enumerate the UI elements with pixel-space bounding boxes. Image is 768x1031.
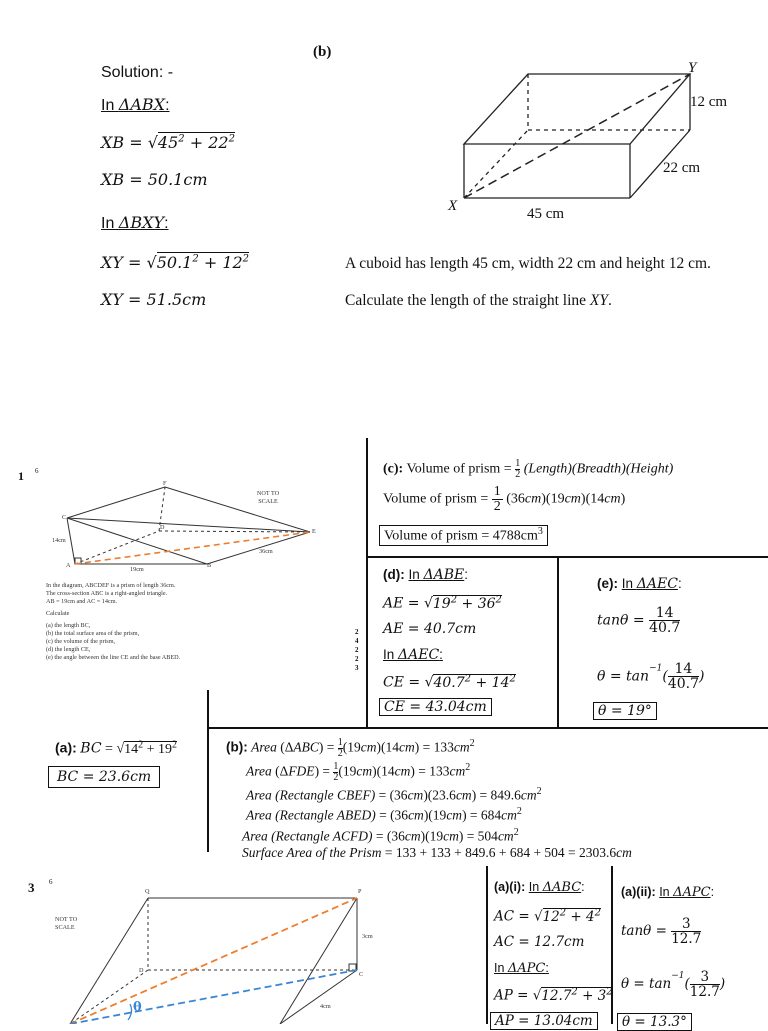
question-b-line2: Calculate the length of the straight line XY. [345, 292, 612, 309]
prism-length-label: 36cm [259, 548, 273, 555]
b-line: Surface Area of the Prism = 133 + 133 + 849.6 + 684 + 504 = 2303.6cm [242, 845, 632, 861]
b-line: Area (Rectangle ACFD) = $(36cm)(19cm) = 504cm^2$ [242, 826, 519, 844]
cuboid-figure-q3 [60, 890, 380, 1024]
part-b-label: (b) [313, 44, 332, 60]
a-bc-result: BC = 23.6cm [48, 766, 160, 788]
q1-text-line: (d) the length CE, [46, 646, 91, 653]
divider [486, 866, 488, 1024]
mark: 4 [355, 637, 359, 645]
theta-label: θ [133, 1000, 142, 1015]
aii-theta-result: θ = 13.3° [617, 1013, 692, 1031]
ai-heading: (a)(i): In ΔABC: [494, 880, 585, 895]
c-volume-formula: (c): Volume of prism = $\frac{1}{2}$ (Length)(Breadth)(Height) [383, 458, 674, 480]
aii-tan-formula: tanθ = $\frac{3}{12.7}$ [621, 916, 702, 947]
divider [366, 438, 368, 728]
q1-text-line: (c) the volume of the prism, [46, 638, 116, 645]
ai-apc-heading: In ΔAPC: [494, 961, 549, 976]
ai-ac-result: AC = 12.7cm [494, 934, 585, 950]
divider [207, 727, 768, 729]
vertex-y: Y [688, 60, 697, 76]
width-label: 22 cm [663, 160, 701, 176]
q3-height-label: 3cm [362, 933, 373, 940]
xb-result: XB = 50.1cm [101, 170, 208, 189]
e-heading: (e): In ΔAEC: [597, 576, 682, 592]
mark: 2 [355, 655, 359, 663]
b-line: Area (Rectangle ABED) = $(36cm)(19cm) = 684cm^2$ [246, 806, 522, 823]
vertex-e: E [312, 528, 316, 535]
height-label: 12 cm [690, 94, 728, 110]
not-to-scale-note: NOT TO SCALE [256, 490, 280, 505]
d-aec-heading: In ΔAEC: [383, 647, 443, 663]
q1-text-line: (e) the angle between the line CE and the base ABED. [46, 654, 181, 661]
marks-column [355, 628, 359, 673]
q3-width-label: 4cm [320, 1003, 331, 1010]
question-b-line1: A cuboid has length 45 cm, width 22 cm and height 12 cm. [345, 255, 711, 272]
vertex-c: C [62, 514, 67, 521]
vertex-x: X [448, 198, 458, 214]
prism-height-label: 14cm [52, 537, 66, 544]
mark: 2 [355, 628, 359, 636]
aii-heading: (a)(ii): In ΔAPC: [621, 885, 715, 900]
vertex-d-q3: D [139, 967, 144, 974]
vertex-q: Q [145, 888, 150, 895]
vertex-d: D [160, 524, 165, 531]
triangle-bxy-heading: In ΔBXY: [101, 213, 169, 232]
triangle-abx-heading: In ΔABX: [101, 95, 170, 114]
vertex-f: F [163, 480, 167, 487]
c-volume-result: Volume of prism = $4788cm^3$ [379, 525, 548, 546]
a-bc-formula: (a): BC = $√14^2 + 19^2$ [55, 739, 178, 757]
q1-text-line: (a) the length BC, [46, 622, 91, 629]
prism-figure [55, 478, 325, 578]
c-volume-substitution: Volume of prism = $\frac{1}{2}$ (36cm)(19cm)(14cm) [383, 484, 626, 514]
question-number-3: 3 [28, 880, 35, 895]
b-surface-area [226, 735, 632, 861]
vertex-b: B [207, 562, 212, 569]
divider [207, 690, 209, 852]
vertex-c-q3: C [359, 971, 364, 978]
aii-theta-formula: $\theta = \tan^{-1}$( $\frac{3}{12.7}$ ) [621, 969, 726, 1000]
star-3: 6 [49, 878, 53, 886]
e-theta-formula: $\theta = \tan^{-1}$( $\frac{14}{40.7}$ ) [597, 661, 705, 692]
q1-text-line: (b) the total surface area of the prism, [46, 630, 140, 637]
d-ce-formula: CE = $√40.7^2 + 14^2$ [383, 673, 516, 691]
not-to-scale-note-q3: NOT TO SCALE [55, 916, 78, 931]
cuboid-figure [440, 58, 740, 233]
solution-heading: Solution: - [101, 64, 174, 81]
ai-ap-result: AP = 13.04cm [490, 1012, 598, 1030]
b-line: (b): Area (ΔABC) = $\frac{1}{2}(19cm)(14cm) = 133cm^2$ [226, 736, 475, 759]
star-1: 6 [35, 467, 39, 475]
length-label: 45 cm [527, 206, 565, 222]
vertex-p: P [358, 888, 362, 895]
q1-text-line: AB = 19cm and AC = 14cm. [46, 598, 118, 605]
b-line: Area (ΔFDE) = $\frac{1}{2}(19cm)(14cm) = 133cm^2$ [246, 760, 471, 783]
xb-formula: XB = $√45^2 + 22^2$ [101, 133, 235, 152]
d-ce-result: CE = 43.04cm [379, 698, 492, 716]
vertex-a: A [66, 562, 71, 569]
q1-text-line: The cross-section ABC is a right-angled triangle. [46, 590, 168, 597]
question-number-1: 1 [18, 469, 24, 483]
ai-ap-formula: AP = $√12.7^2 + 3^2$ [494, 986, 613, 1004]
divider [557, 556, 559, 728]
mark: 3 [355, 664, 359, 672]
e-theta-result: θ = 19° [593, 702, 657, 720]
xy-result: XY = 51.5cm [101, 290, 207, 309]
prism-width-label: 19cm [130, 566, 144, 573]
b-line: Area (Rectangle CBEF) = $(36cm)(23.6cm) = 849.6cm^2$ [246, 785, 542, 803]
xy-formula: XY = $√50.1^2 + 12^2$ [101, 253, 250, 272]
e-tan-formula: tanθ = $\frac{14}{40.7}$ [597, 605, 681, 636]
ai-ac-formula: AC = $√12^2 + 4^2$ [494, 907, 601, 925]
q1-text-line: In the diagram, ABCDEF is a prism of length 36cm. [46, 582, 176, 589]
question-1-text [46, 582, 216, 662]
d-ae-formula: AE = $√19^2 + 36^2$ [383, 594, 502, 612]
d-ae-result: AE = 40.7cm [383, 621, 477, 637]
d-heading: (d): In ΔABE: [383, 567, 469, 583]
q1-text-line: Calculate [46, 610, 70, 617]
divider [366, 556, 768, 558]
mark: 2 [355, 646, 359, 654]
